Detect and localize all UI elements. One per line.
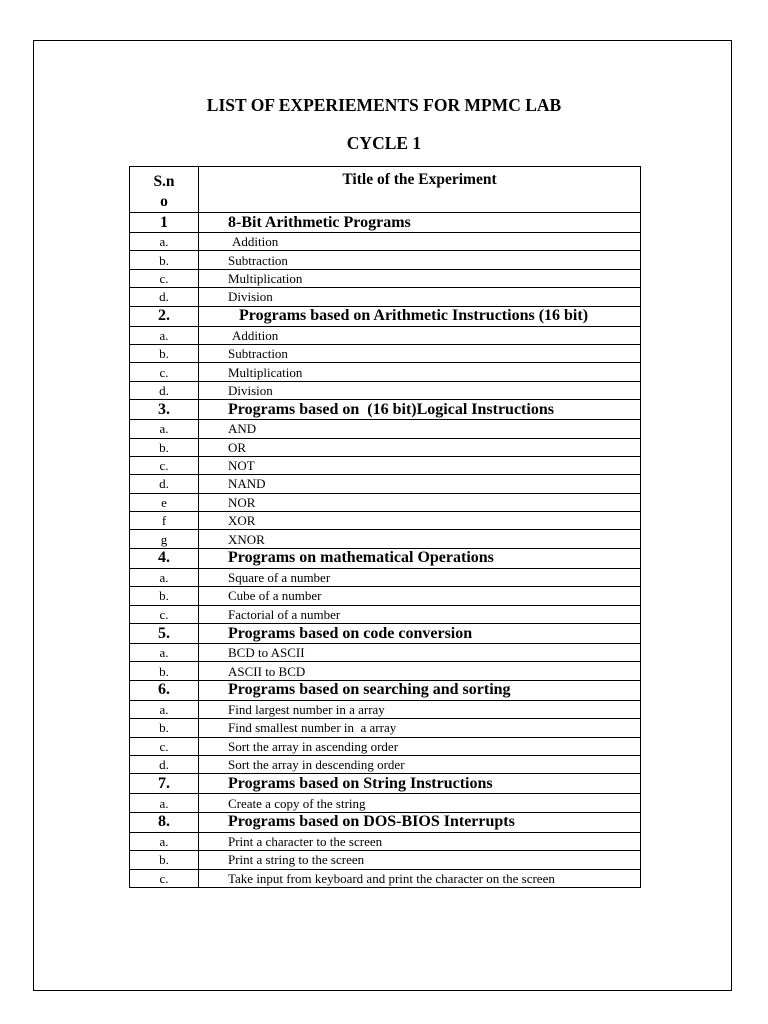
experiment-item-row	[130, 737, 641, 755]
experiment-item-row	[130, 719, 641, 737]
serial-number-cell: a.	[130, 700, 199, 718]
serial-number-cell: 3.	[130, 400, 199, 420]
experiment-item-row	[130, 794, 641, 812]
experiment-item-row	[130, 344, 641, 362]
experiment-title-cell: BCD to ASCII	[199, 644, 641, 662]
serial-number-cell: c.	[130, 363, 199, 381]
experiment-title-cell: Take input from keyboard and print the character on the screen	[199, 869, 641, 887]
group-title-cell: Programs based on DOS-BIOS Interrupts	[199, 812, 641, 832]
serial-number-cell: b.	[130, 719, 199, 737]
experiment-item-row	[130, 755, 641, 773]
group-title-cell: Programs on mathematical Operations	[199, 548, 641, 568]
serial-number-cell: c.	[130, 269, 199, 287]
experiment-item-row	[130, 438, 641, 456]
experiment-title-cell: Create a copy of the string	[199, 794, 641, 812]
experiment-item-row	[130, 587, 641, 605]
experiments-table	[129, 166, 641, 888]
serial-number-cell: d.	[130, 755, 199, 773]
serial-number-cell: 2.	[130, 306, 199, 326]
experiment-title-cell: Division	[199, 381, 641, 399]
experiment-title-cell: XOR	[199, 512, 641, 530]
experiment-title-cell: Multiplication	[199, 269, 641, 287]
serial-number-cell: b.	[130, 851, 199, 869]
serial-number-cell: d.	[130, 381, 199, 399]
experiment-title-cell: Find largest number in a array	[199, 700, 641, 718]
experiment-title-cell: NAND	[199, 475, 641, 493]
cycle-heading: CYCLE 1	[346, 133, 422, 153]
serial-number-cell: 4.	[130, 548, 199, 568]
experiment-title-cell: Subtraction	[199, 251, 641, 269]
experiment-item-row	[130, 326, 641, 344]
serial-number-cell: d.	[130, 288, 199, 306]
table-header-row	[130, 167, 641, 213]
experiment-title-cell: Factorial of a number	[199, 605, 641, 623]
group-title-cell: Programs based on String Instructions	[199, 774, 641, 794]
experiment-item-row	[130, 700, 641, 718]
experiment-group-row	[130, 774, 641, 794]
serial-number-cell: c.	[130, 605, 199, 623]
experiment-title-cell: OR	[199, 438, 641, 456]
experiment-group-row	[130, 812, 641, 832]
experiment-item-row	[130, 475, 641, 493]
serial-number-cell: d.	[130, 475, 199, 493]
experiment-title-cell: Cube of a number	[199, 587, 641, 605]
experiment-item-row	[130, 251, 641, 269]
group-title-cell: Programs based on code conversion	[199, 624, 641, 644]
serial-number-cell: c.	[130, 737, 199, 755]
experiment-title-cell: Print a string to the screen	[199, 851, 641, 869]
experiment-group-row	[130, 548, 641, 568]
serial-number-cell: b.	[130, 438, 199, 456]
table-body	[130, 213, 641, 888]
experiment-item-row	[130, 269, 641, 287]
serial-number-cell: 6.	[130, 680, 199, 700]
experiment-item-row	[130, 605, 641, 623]
experiment-item-row	[130, 851, 641, 869]
header-experiment-title: Title of the Experiment	[199, 167, 641, 213]
experiment-title-cell: NOR	[199, 493, 641, 511]
header-serial-number: S.n o	[130, 167, 199, 213]
serial-number-cell: a.	[130, 233, 199, 251]
serial-number-cell: a.	[130, 832, 199, 850]
experiment-item-row	[130, 381, 641, 399]
serial-number-cell: a.	[130, 420, 199, 438]
serial-number-cell: a.	[130, 568, 199, 586]
serial-number-cell: f	[130, 512, 199, 530]
group-title-cell: Programs based on (16 bit)Logical Instructions	[199, 400, 641, 420]
experiment-title-cell: Square of a number	[199, 568, 641, 586]
experiment-title-cell: Division	[199, 288, 641, 306]
serial-number-cell: c.	[130, 869, 199, 887]
experiment-item-row	[130, 644, 641, 662]
experiment-title-cell: AND	[199, 420, 641, 438]
serial-number-cell: 8.	[130, 812, 199, 832]
serial-number-cell: 7.	[130, 774, 199, 794]
serial-number-cell: a.	[130, 794, 199, 812]
experiment-item-row	[130, 233, 641, 251]
experiment-item-row	[130, 288, 641, 306]
experiment-title-cell: Addition	[199, 326, 641, 344]
group-title-cell: Programs based on Arithmetic Instructions (16 bit)	[199, 306, 641, 326]
experiment-group-row	[130, 213, 641, 233]
experiment-item-row	[130, 568, 641, 586]
serial-number-cell: b.	[130, 662, 199, 680]
experiment-group-row	[130, 624, 641, 644]
experiment-title-cell: Subtraction	[199, 344, 641, 362]
experiment-title-cell: Sort the array in ascending order	[199, 737, 641, 755]
experiment-title-cell: ASCII to BCD	[199, 662, 641, 680]
experiment-item-row	[130, 512, 641, 530]
experiment-item-row	[130, 456, 641, 474]
serial-number-cell: e	[130, 493, 199, 511]
document-title: LIST OF EXPERIEMENTS FOR MPMC LAB	[206, 95, 562, 115]
experiment-item-row	[130, 832, 641, 850]
experiment-item-row	[130, 493, 641, 511]
serial-number-cell: b.	[130, 251, 199, 269]
serial-number-cell: b.	[130, 587, 199, 605]
experiment-title-cell: Multiplication	[199, 363, 641, 381]
group-title-cell: 8-Bit Arithmetic Programs	[199, 213, 641, 233]
experiment-title-cell: XNOR	[199, 530, 641, 548]
experiment-title-cell: Find smallest number in a array	[199, 719, 641, 737]
experiment-item-row	[130, 530, 641, 548]
experiment-title-cell: Sort the array in descending order	[199, 755, 641, 773]
experiment-title-cell: Print a character to the screen	[199, 832, 641, 850]
serial-number-cell: a.	[130, 326, 199, 344]
serial-number-cell: b.	[130, 344, 199, 362]
experiment-item-row	[130, 363, 641, 381]
experiment-group-row	[130, 680, 641, 700]
experiment-group-row	[130, 400, 641, 420]
experiment-item-row	[130, 869, 641, 887]
experiment-item-row	[130, 662, 641, 680]
serial-number-cell: a.	[130, 644, 199, 662]
group-title-cell: Programs based on searching and sorting	[199, 680, 641, 700]
serial-number-cell: g	[130, 530, 199, 548]
serial-number-cell: 1	[130, 213, 199, 233]
serial-number-cell: c.	[130, 456, 199, 474]
serial-number-cell: 5.	[130, 624, 199, 644]
experiment-item-row	[130, 420, 641, 438]
experiment-title-cell: Addition	[199, 233, 641, 251]
experiment-title-cell: NOT	[199, 456, 641, 474]
experiment-group-row	[130, 306, 641, 326]
